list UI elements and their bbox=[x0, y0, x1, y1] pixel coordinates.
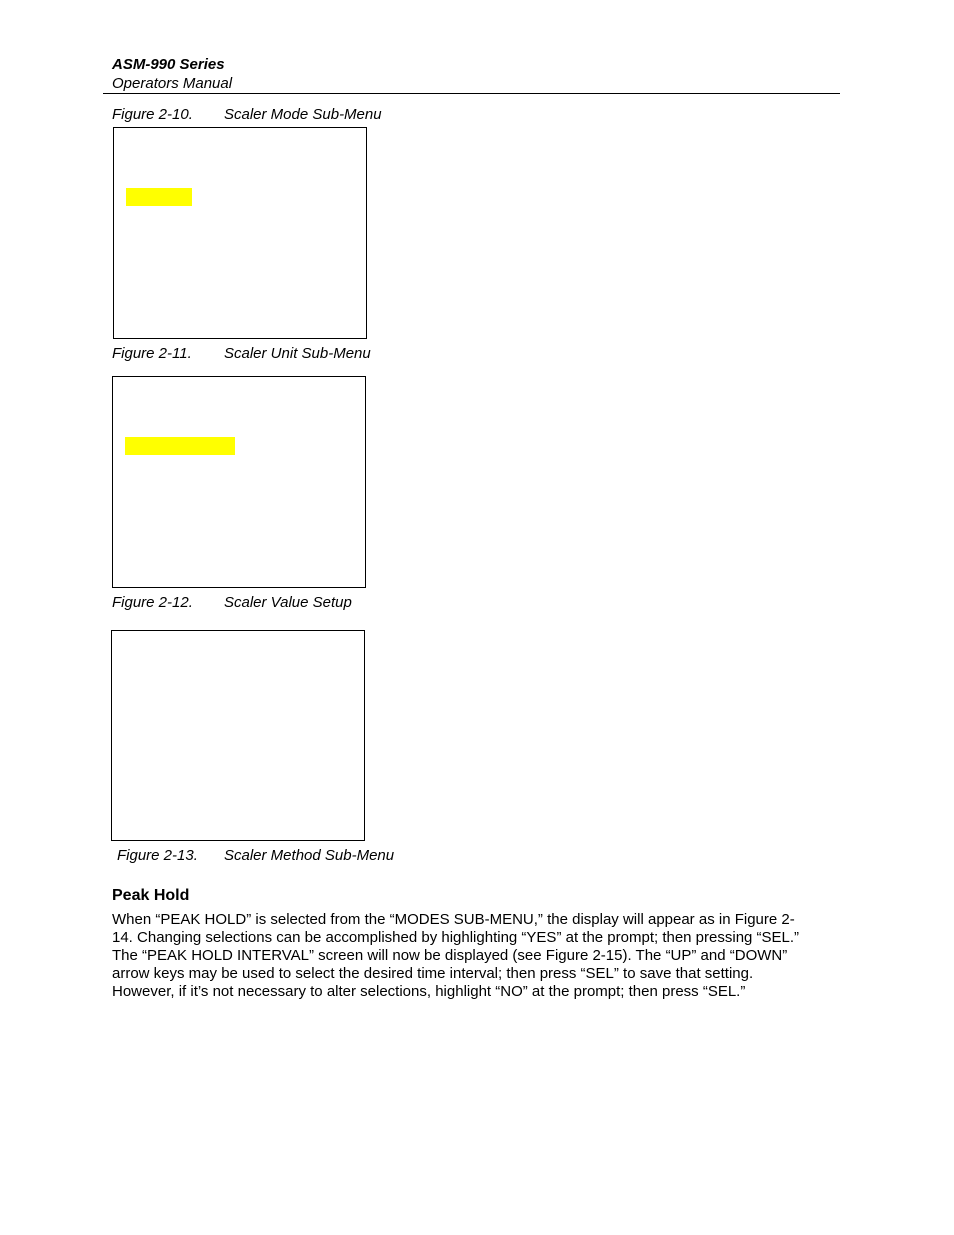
figure-caption-2-11 bbox=[112, 345, 371, 363]
section-heading-peak-hold: Peak Hold bbox=[112, 887, 190, 904]
paragraph-line: However, if it’s not necessary to alter selections, highlight “NO” at the prompt; then press “SEL.” bbox=[112, 983, 746, 1000]
selected-menu-item-highlight bbox=[125, 437, 235, 455]
document-manual-title: Operators Manual bbox=[112, 75, 233, 92]
scaler-mode-screen bbox=[113, 127, 367, 339]
section-body-paragraph bbox=[112, 911, 852, 1001]
figure-number: Figure 2-13. bbox=[117, 847, 198, 864]
figure-title: Scaler Value Setup bbox=[224, 594, 352, 611]
scaler-value-setup-screen bbox=[111, 630, 365, 841]
paragraph-line: When “PEAK HOLD” is selected from the “MODES SUB-MENU,” the display will appear as in Figure 2- bbox=[112, 911, 795, 928]
figure-caption-2-10 bbox=[112, 106, 382, 124]
figure-caption-2-12 bbox=[112, 594, 352, 612]
document-series-title: ASM-990 Series bbox=[112, 56, 225, 73]
paragraph-line: The “PEAK HOLD INTERVAL” screen will now be displayed (see Figure 2-15). The “UP” and “DOWN” bbox=[112, 947, 788, 964]
paragraph-line: arrow keys may be used to select the desired time interval; then press “SEL” to save that setting. bbox=[112, 965, 754, 982]
figure-number: Figure 2-10. bbox=[112, 106, 193, 123]
paragraph-line: 14. Changing selections can be accomplished by highlighting “YES” at the prompt; then pressing “SEL.” bbox=[112, 929, 800, 946]
figure-title: Scaler Unit Sub-Menu bbox=[224, 345, 371, 362]
figure-title: Scaler Mode Sub-Menu bbox=[224, 106, 382, 123]
selected-menu-item-highlight bbox=[126, 188, 192, 206]
figure-number: Figure 2-12. bbox=[112, 594, 193, 611]
scaler-unit-screen bbox=[112, 376, 366, 588]
figure-title: Scaler Method Sub-Menu bbox=[224, 847, 395, 864]
figure-caption-2-13 bbox=[117, 847, 395, 865]
figure-number: Figure 2-11. bbox=[112, 345, 192, 362]
header-divider bbox=[103, 93, 840, 94]
